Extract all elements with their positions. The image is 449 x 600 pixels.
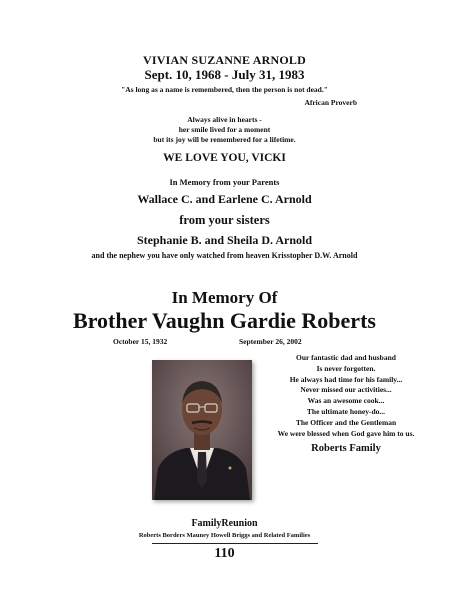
poem-line: The ultimate honey-do... xyxy=(306,406,386,416)
love-line: WE LOVE YOU, VICKI xyxy=(163,152,286,164)
sisters-label: from your sisters xyxy=(179,213,270,227)
nephew-line: and the nephew you have only watched from heaven Krisstopher D.W. Arnold xyxy=(91,251,358,260)
page-number: 110 xyxy=(214,546,235,561)
parents-names: Wallace C. and Earlene C. Arnold xyxy=(137,192,312,206)
footer-title: FamilyReunion xyxy=(191,518,258,529)
poem-line: but its joy will be remembered for a lifetime. xyxy=(153,135,296,144)
poem-line: Was an awesome cook... xyxy=(307,396,385,406)
memorial-person-name: Brother Vaughn Gardie Roberts xyxy=(73,308,376,333)
portrait-photo xyxy=(152,360,252,500)
proverb-quote: "As long as a name is remembered, then the person is not dead." xyxy=(121,85,328,94)
family-signature: Roberts Family xyxy=(311,443,381,454)
memorial-poem xyxy=(0,115,449,145)
poem-line: Always alive in hearts - xyxy=(187,115,262,124)
poem-line: Never missed our activities... xyxy=(300,385,392,395)
death-date: September 26, 2002 xyxy=(239,337,302,346)
poem-line: He always had time for his family... xyxy=(289,374,403,384)
poem-line: The Officer and the Gentleman xyxy=(295,417,397,427)
parents-label: In Memory from your Parents xyxy=(169,177,280,187)
memorial-name: VIVIAN SUZANNE ARNOLD xyxy=(143,53,306,67)
footer-families: Roberts Borders Mauney Howell Briggs and Related Families xyxy=(138,532,311,539)
sisters-names: Stephanie B. and Sheila D. Arnold xyxy=(136,233,313,247)
tribute-poem xyxy=(268,353,424,439)
birth-date: October 15, 1932 xyxy=(113,337,168,346)
poem-line: her smile lived for a moment xyxy=(178,125,271,134)
proverb-attribution: African Proverb xyxy=(304,98,357,107)
footer-divider xyxy=(152,543,318,544)
poem-line: Is never forgotten. xyxy=(316,363,376,373)
memorial-dates: Sept. 10, 1968 - July 31, 1983 xyxy=(144,67,305,82)
poem-line: Our fantastic dad and husband xyxy=(296,353,396,362)
memorial-heading: In Memory Of xyxy=(171,288,278,307)
poem-line: We were blessed when God gave him to us. xyxy=(277,428,415,438)
portrait-illustration xyxy=(152,360,252,500)
